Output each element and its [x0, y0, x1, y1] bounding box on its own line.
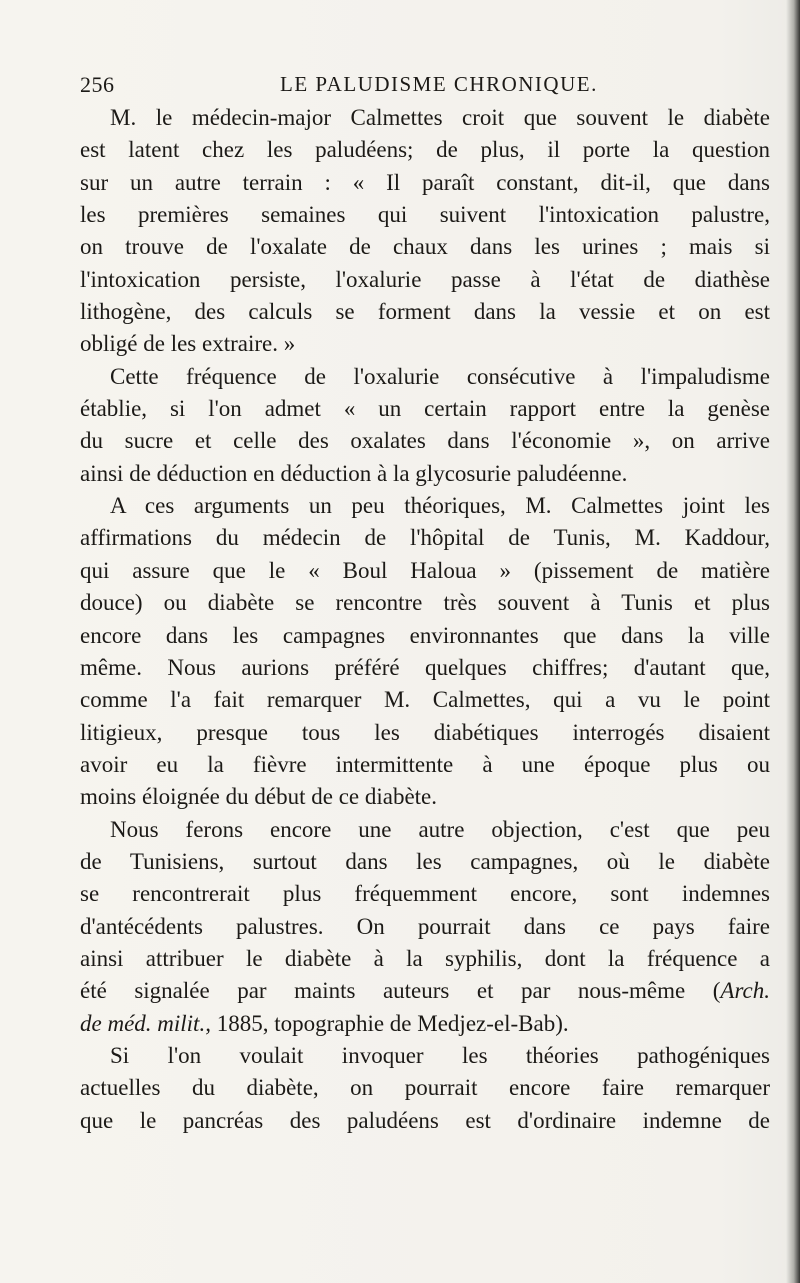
- text-line: avoir eu la fièvre intermittente à une époque plus ou: [80, 751, 770, 777]
- text-line: lithogène, des calculs se forment dans la vessie et on est: [80, 299, 770, 325]
- text-line: ainsi de déduction en déduction à la glycosurie paludéenne.: [80, 460, 628, 486]
- text-line: encore dans les campagnes environnantes que dans la ville: [80, 622, 770, 648]
- text-line: M. le médecin-major Calmettes croit que souvent le diabète: [110, 105, 770, 130]
- text-line: se rencontrerait plus fréquemment encore, sont indemnes: [80, 881, 770, 907]
- text-line: d'antécédents palustres. On pourrait dans ce pays faire: [80, 913, 770, 939]
- text-line: obligé de les extraire. »: [80, 331, 296, 357]
- text-line: litigieux, presque tous les diabétiques interrogés disaient: [80, 719, 770, 745]
- text-line: même. Nous aurions préféré quelques chiffres; d'autant que,: [80, 654, 770, 680]
- italic-citation: Arch.: [720, 978, 770, 1004]
- text-line: douce) ou diabète se rencontre très souvent à Tunis et plus: [80, 590, 770, 616]
- running-title: LE PALUDISME CHRONIQUE.: [280, 72, 598, 96]
- text-line: comme l'a fait remarquer M. Calmettes, qui a vu le point: [80, 687, 770, 713]
- italic-citation: de méd. milit.,: [80, 1010, 211, 1036]
- text-line: les premières semaines qui suivent l'intoxication palustre,: [80, 202, 770, 228]
- text-line: sur un autre terrain : « Il paraît constant, dit-il, que dans: [80, 169, 770, 195]
- text-line: Nous ferons encore une autre objection, c'est que peu: [110, 816, 770, 842]
- text-fragment: été signalée par maints auteurs et par nous-même (: [80, 978, 721, 1004]
- text-line: est latent chez les paludéens; de plus, il porte la question: [80, 137, 770, 163]
- text-line: [80, 1008, 770, 1040]
- text-line: de Tunisiens, surtout dans les campagnes, où le diabète: [80, 848, 770, 874]
- text-line: du sucre et celle des oxalates dans l'économie », on arrive: [80, 428, 770, 454]
- text-line: établie, si l'on admet « un certain rapport entre la genèse: [80, 396, 770, 422]
- body-text: [80, 102, 770, 1137]
- text-line: moins éloignée du début de ce diabète.: [80, 784, 438, 810]
- text-line: Cette fréquence de l'oxalurie consécutive à l'impaludisme: [110, 363, 770, 389]
- text-line: A ces arguments un peu théoriques, M. Calmettes joint les: [110, 493, 770, 519]
- text-line: affirmations du médecin de l'hôpital de Tunis, M. Kaddour,: [80, 525, 770, 551]
- text-fragment: 1885, topographie de Medjez-el-Bab).: [216, 1010, 569, 1036]
- text-line: qui assure que le « Boul Haloua » (pissement de matière: [80, 557, 770, 583]
- text-line: Si l'on voulait invoquer les théories pathogéniques: [110, 1042, 770, 1068]
- text-line: que le pancréas des paludéens est d'ordinaire indemne de: [80, 1107, 770, 1133]
- text-line: actuelles du diabète, on pourrait encore faire remarquer: [80, 1075, 770, 1101]
- page-number: 256: [80, 72, 115, 97]
- text-line: on trouve de l'oxalate de chaux dans les urines ; mais si: [80, 234, 770, 260]
- page-edge-shadow: [786, 0, 800, 1283]
- text-line: ainsi attribuer le diabète à la syphilis, dont la fréquence a: [80, 945, 770, 971]
- text-line: [80, 975, 770, 1007]
- text-line: l'intoxication persiste, l'oxalurie passe à l'état de diathèse: [80, 266, 770, 292]
